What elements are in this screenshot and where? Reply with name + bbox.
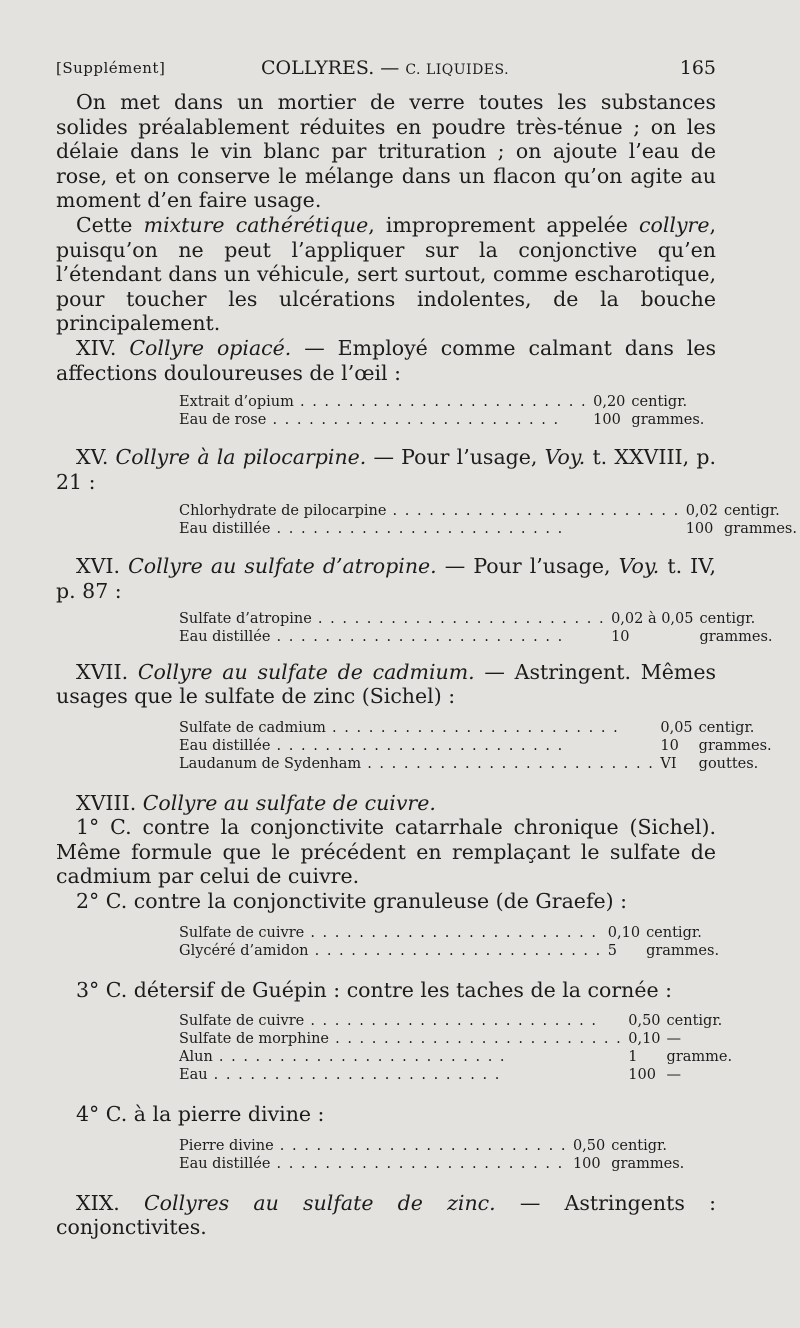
ingredient-unit: — (666, 1067, 682, 1084)
formula-row (179, 1048, 732, 1066)
formula-xviii-2 (179, 924, 719, 960)
section-text: — Astringents : conjonctivites. (56, 1190, 716, 1240)
formula-xvi (179, 610, 773, 646)
ingredient-quantity: 0,02 à 0,05 (611, 610, 694, 627)
section-title: Collyre au sulfate de cadmium. (137, 659, 475, 684)
ingredient-name: Sulfate de cadmium (179, 719, 326, 736)
reference-voy: Voy. (618, 554, 660, 579)
ingredient-name: Sulfate d’atropine (179, 610, 312, 627)
ingredient-cell (179, 628, 605, 646)
ingredient-cell (179, 1155, 567, 1173)
ingredient-quantity: 10 (611, 628, 630, 645)
dot-leader: . . . . . . . . . . . . . . . . . . . . . . . . (311, 610, 606, 627)
ingredient-cell (179, 610, 605, 628)
section-xviii-item-4: 4° C. à la pierre divine : (76, 1102, 325, 1127)
section-xiv-heading (56, 336, 716, 385)
section-xviii-heading (56, 791, 716, 816)
ingredient-name: Sulfate de morphine (179, 1031, 329, 1048)
ingredient-cell (179, 1030, 622, 1048)
formula-row (179, 737, 772, 755)
emphasis: mixture cathérétique (143, 212, 369, 237)
ingredient-unit: centigr. (698, 719, 755, 736)
formula-xiv (179, 393, 704, 429)
formula-row (179, 942, 719, 960)
ingredient-unit: centigr. (699, 610, 756, 627)
ingredient-quantity: 100 (572, 1155, 601, 1172)
section-number: XVI. (76, 554, 129, 579)
ingredient-cell (179, 719, 654, 737)
ingredient-name: Laudanum de Sydenham (179, 755, 362, 772)
running-header (56, 57, 716, 85)
ingredient-name: Glycéré d’amidon (179, 942, 309, 959)
dot-leader: . . . . . . . . . . . . . . . . . . . . . . . . (293, 394, 588, 411)
reference: t. IV, p. 87 : (56, 554, 717, 603)
header-title (261, 57, 509, 79)
ingredient-name: Extrait d’opium (179, 394, 294, 411)
ingredient-unit: centigr. (646, 924, 702, 941)
dot-leader: . . . . . . . . . . . . . . . . . . . . . . . . (270, 737, 564, 754)
formula-row (179, 520, 797, 538)
ingredient-cell (179, 755, 654, 773)
ingredient-cell (179, 737, 654, 755)
section-title: Collyre au sulfate d’atropine. (128, 554, 437, 579)
ingredient-name: Pierre divine (179, 1137, 274, 1154)
emphasis: collyre (639, 212, 710, 237)
dot-leader: . . . . . . . . . . . . . . . . . . . . . . . . (270, 521, 564, 538)
ingredient-quantity: 0,20 (593, 394, 626, 411)
section-text: — Pour l’usage, (436, 554, 619, 579)
ingredient-unit: grammes. (723, 521, 797, 538)
formula-xvii (179, 719, 772, 773)
dot-leader: . . . . . . . . . . . . . . . . . . . . . . . . (212, 1049, 507, 1066)
formula-row (179, 1137, 684, 1155)
ingredient-unit: grammes. (631, 412, 705, 429)
section-number: XIV. (76, 335, 130, 360)
ingredient-quantity: 0,10 (607, 924, 641, 941)
ingredient-unit: centigr. (611, 1137, 667, 1154)
ingredient-quantity: 5 (607, 942, 617, 959)
ingredient-quantity: 100 (593, 412, 621, 429)
reference: t. XXVIII, p. 21 : (56, 445, 716, 494)
ingredient-quantity: 100 (685, 521, 714, 538)
header-title-main: COLLYRES. — (261, 57, 400, 79)
section-xvi-heading (56, 554, 716, 603)
ingredient-name: Alun (179, 1049, 213, 1066)
reference-voy: Voy. (544, 445, 586, 470)
ingredient-unit: grammes. (611, 1155, 685, 1172)
text: , puisqu’on ne peut l’appliquer sur la conjonctive qu’en l’étendant dans un véhicule, sert surtout, comme escharotique, pour toucher les ulcérations indolentes, de la bouche principalement. (56, 212, 717, 336)
dot-leader: . . . . . . . . . . . . . . . . . . . . . . . . (361, 755, 655, 772)
formula-row (179, 1066, 732, 1084)
header-title-sub: C. LIQUIDES. (405, 62, 510, 78)
section-xv-heading (56, 445, 716, 494)
ingredient-unit: gramme. (666, 1049, 733, 1066)
section-number: XIX. (76, 1190, 144, 1215)
ingredient-cell (179, 1137, 567, 1155)
dot-leader: . . . . . . . . . . . . . . . . . . . . . . . . (308, 942, 602, 959)
ingredient-name: Eau (179, 1067, 208, 1084)
ingredient-name: Sulfate de cuivre (179, 1013, 305, 1030)
paragraph-mixture (56, 213, 716, 336)
ingredient-unit: grammes. (698, 737, 772, 754)
dot-leader: . . . . . . . . . . . . . . . . . . . . . . . . (304, 924, 598, 941)
text: Cette (76, 212, 144, 237)
section-number: XVII. (76, 659, 138, 684)
header-section-label: [Supplément] (56, 59, 166, 77)
page-body (56, 90, 797, 1240)
ingredient-unit: grammes. (699, 628, 773, 645)
formula-row (179, 1030, 732, 1048)
ingredient-cell (179, 411, 587, 429)
section-title: Collyre au sulfate de cuivre. (142, 790, 436, 815)
ingredient-quantity: 0,50 (572, 1137, 606, 1154)
section-title: Collyre opiacé. (129, 335, 292, 360)
section-xviii-item-1: 1° C. contre la conjonctivite catarrhale chronique (Sichel). Même formule que le précédent en remplaçant le sulfate de cadmium par celui de cuivre. (56, 815, 716, 889)
ingredient-name: Eau distillée (179, 628, 271, 645)
dot-leader: . . . . . . . . . . . . . . . . . . . . . . . . (273, 1137, 567, 1154)
text: , improprement appelée (368, 212, 640, 237)
ingredient-quantity: 0,50 (628, 1013, 661, 1030)
ingredient-unit: grammes. (646, 942, 720, 959)
ingredient-quantity: 0,02 (685, 503, 718, 520)
section-title: Collyres au sulfate de zinc. (144, 1190, 496, 1215)
formula-row (179, 628, 773, 646)
dot-leader: . . . . . . . . . . . . . . . . . . . . . . . . (386, 503, 680, 520)
dot-leader: . . . . . . . . . . . . . . . . . . . . . . . . (270, 1155, 564, 1172)
ingredient-quantity: 10 (660, 737, 679, 754)
section-text: — Employé comme calmant dans les affections douloureuses de l’œil : (56, 335, 716, 385)
ingredient-unit: centigr. (723, 503, 780, 520)
ingredient-cell (179, 924, 602, 942)
ingredient-unit: centigr. (631, 394, 688, 411)
formula-row (179, 924, 719, 942)
ingredient-unit: centigr. (666, 1013, 723, 1030)
ingredient-cell (179, 1066, 622, 1084)
section-xviii-item-3: 3° C. détersif de Guépin : contre les taches de la cornée : (76, 977, 673, 1002)
ingredient-name: Eau distillée (179, 737, 271, 754)
formula-row (179, 719, 772, 737)
section-xviii-item-2: 2° C. contre la conjonctivite granuleuse (de Graefe) : (76, 889, 628, 914)
ingredient-quantity: 0,05 (660, 719, 693, 736)
section-text: — Pour l’usage, (366, 445, 545, 470)
dot-leader: . . . . . . . . . . . . . . . . . . . . . . . . (325, 719, 620, 736)
ingredient-unit: — (666, 1031, 682, 1048)
ingredient-unit: gouttes. (698, 755, 759, 772)
page-number: 165 (679, 57, 716, 79)
dot-leader: . . . . . . . . . . . . . . . . . . . . . . . . (207, 1067, 501, 1084)
formula-row (179, 1012, 732, 1030)
section-title: Collyre à la pilocarpine. (115, 445, 367, 470)
paragraph-preparation: On met dans un mortier de verre toutes les substances solides préalablement réduites en poudre très-ténue ; on les délaie dans le vin blanc par trituration ; on ajoute l’eau de rose, et on conserve le mélange dans un flacon qu’on agite au moment d’en faire usage. (56, 90, 716, 213)
ingredient-quantity: 1 (628, 1049, 638, 1066)
section-text: — Astringent. Mêmes usages que le sulfate de zinc (Sichel) : (56, 659, 716, 709)
formula-row (179, 1155, 684, 1173)
dot-leader: . . . . . . . . . . . . . . . . . . . . . . . . (266, 412, 560, 429)
ingredient-cell (179, 520, 680, 538)
ingredient-cell (179, 1012, 622, 1030)
formula-xviii-4 (179, 1137, 684, 1173)
ingredient-cell (179, 502, 680, 520)
ingredient-name: Eau distillée (179, 1155, 271, 1172)
formula-row (179, 755, 772, 773)
ingredient-name: Eau distillée (179, 521, 271, 538)
ingredient-cell (179, 393, 587, 411)
ingredient-quantity: VI (660, 755, 677, 772)
formula-row (179, 610, 773, 628)
ingredient-quantity: 100 (628, 1067, 656, 1084)
section-number: XV. (76, 445, 116, 470)
dot-leader: . . . . . . . . . . . . . . . . . . . . . . . . (329, 1031, 623, 1048)
formula-row (179, 502, 797, 520)
dot-leader: . . . . . . . . . . . . . . . . . . . . . . . . (270, 628, 564, 645)
ingredient-quantity: 0,10 (628, 1031, 661, 1048)
ingredient-name: Chlorhydrate de pilocarpine (179, 503, 387, 520)
section-xvii-heading (56, 660, 716, 709)
section-number: XVIII. (76, 790, 143, 815)
ingredient-cell (179, 942, 602, 960)
formula-row (179, 411, 704, 429)
ingredient-name: Eau de rose (179, 412, 267, 429)
ingredient-cell (179, 1048, 622, 1066)
section-xix-heading (56, 1191, 716, 1240)
dot-leader: . . . . . . . . . . . . . . . . . . . . . . . . (304, 1013, 598, 1030)
formula-xv (179, 502, 797, 538)
ingredient-name: Sulfate de cuivre (179, 924, 305, 941)
formula-row (179, 393, 704, 411)
formula-xviii-3 (179, 1012, 732, 1084)
